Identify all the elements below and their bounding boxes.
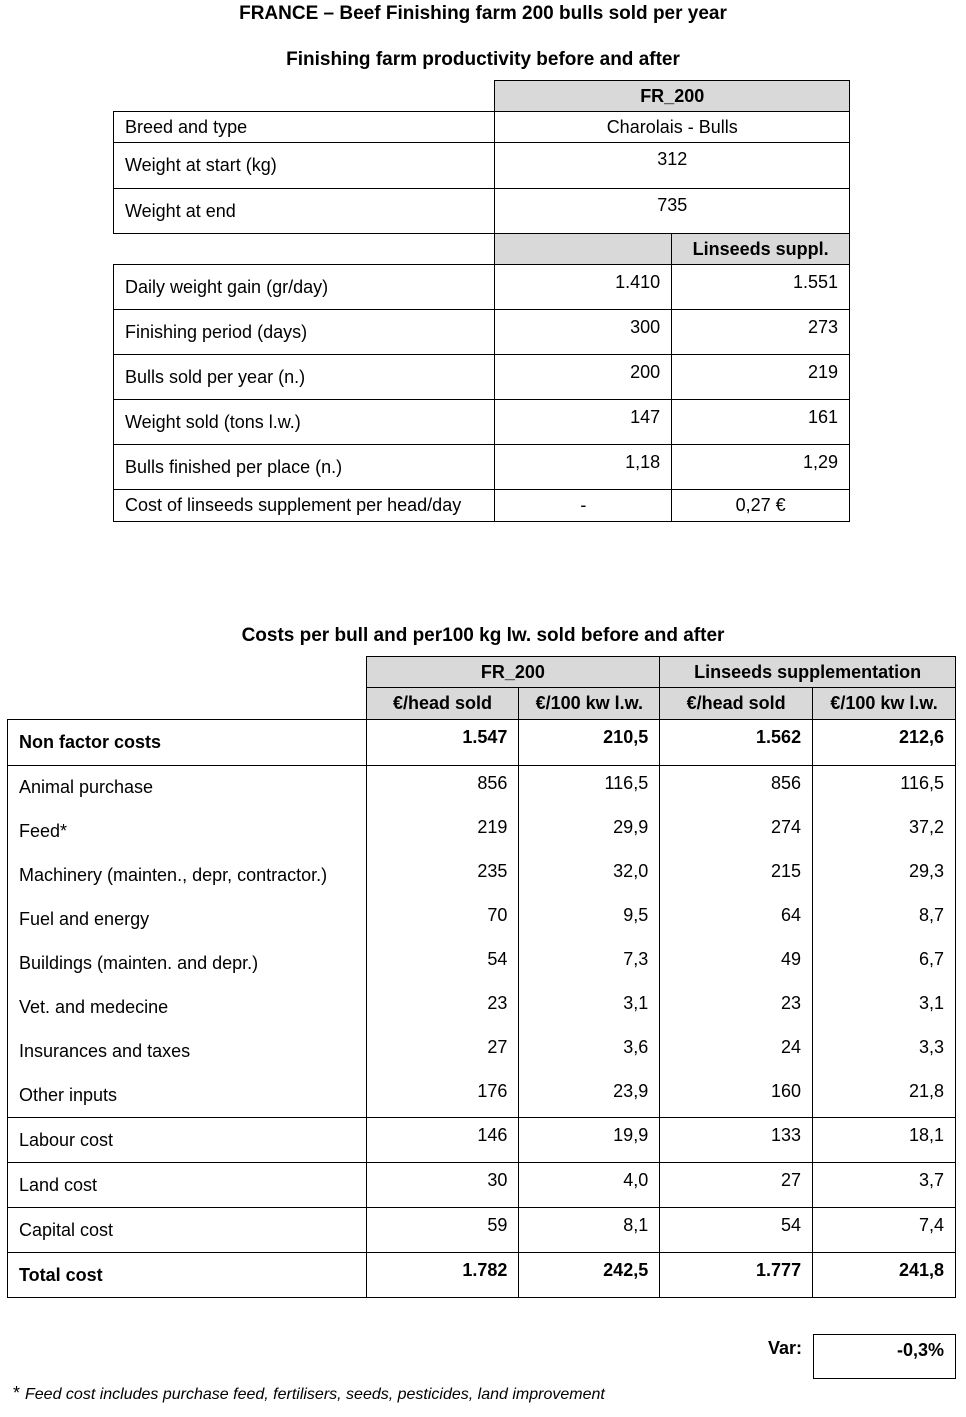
cost-cell: 49: [660, 942, 813, 986]
costs-table: [7, 656, 956, 1298]
sub-head-per-head: €/head sold: [366, 688, 519, 720]
prod-row-suppl: 219: [672, 355, 850, 400]
weight-end-value: 735: [495, 189, 850, 234]
cost-cell: 3,6: [519, 1030, 660, 1074]
prod-row-base: 1,18: [495, 445, 672, 490]
factor-cost-label: Capital cost: [8, 1208, 367, 1253]
prod-row-base: 300: [495, 310, 672, 355]
cost-cell: 242,5: [519, 1253, 660, 1298]
cost-cell: 7,4: [813, 1208, 956, 1253]
prod-row-suppl: 161: [672, 400, 850, 445]
cost-cell: 856: [660, 766, 813, 810]
prod-row-label: Bulls finished per place (n.): [114, 445, 495, 490]
cost-cell: 19,9: [519, 1118, 660, 1163]
prod-row-label: Finishing period (days): [114, 310, 495, 355]
productivity-heading: Finishing farm productivity before and after: [286, 49, 680, 70]
cost-cell: 1.562: [660, 720, 813, 766]
cost-cell: 176: [366, 1074, 519, 1118]
factor-cost-label: Land cost: [8, 1163, 367, 1208]
cost-cell: 23: [366, 986, 519, 1030]
fr200-header: FR_200: [495, 81, 850, 112]
cost-cell: 27: [660, 1163, 813, 1208]
nonfactor-label: Non factor costs: [8, 720, 367, 766]
cost-item-label: Fuel and energy: [8, 898, 367, 942]
cost-item-label: Buildings (mainten. and depr.): [8, 942, 367, 986]
cost-cell: 133: [660, 1118, 813, 1163]
prod-row-base: 200: [495, 355, 672, 400]
cost-item-label: Machinery (mainten., depr, contractor.): [8, 854, 367, 898]
group-linseeds-header: Linseeds supplementation: [660, 657, 956, 688]
cost-item-label: Vet. and medecine: [8, 986, 367, 1030]
cost-cell: 1.777: [660, 1253, 813, 1298]
cost-cell: 8,1: [519, 1208, 660, 1253]
cost-cell: 160: [660, 1074, 813, 1118]
prod-row-label: Daily weight gain (gr/day): [114, 265, 495, 310]
cost-cell: 856: [366, 766, 519, 810]
cost-cell: 116,5: [813, 766, 956, 810]
cost-cell: 235: [366, 854, 519, 898]
prod-row-label: Bulls sold per year (n.): [114, 355, 495, 400]
cost-cell: 54: [366, 942, 519, 986]
footnote-star: *: [13, 1383, 21, 1403]
productivity-table: [113, 80, 850, 522]
cost-item-label: Insurances and taxes: [8, 1030, 367, 1074]
var-value: -0,3%: [813, 1334, 956, 1379]
prod-row-base: -: [495, 490, 672, 522]
breed-value: Charolais - Bulls: [495, 112, 850, 143]
cost-cell: 8,7: [813, 898, 956, 942]
cost-item-label: Other inputs: [8, 1074, 367, 1118]
cost-cell: 1.782: [366, 1253, 519, 1298]
factor-cost-label: Labour cost: [8, 1118, 367, 1163]
cost-cell: 23,9: [519, 1074, 660, 1118]
sub-head-per-100kg: €/100 kw l.w.: [519, 688, 660, 720]
breed-label: Breed and type: [114, 112, 495, 143]
cost-cell: 215: [660, 854, 813, 898]
weight-end-label: Weight at end: [114, 189, 495, 234]
cost-cell: 3,1: [813, 986, 956, 1030]
prod-row-label: Weight sold (tons l.w.): [114, 400, 495, 445]
cost-cell: 3,1: [519, 986, 660, 1030]
cost-cell: 219: [366, 810, 519, 854]
total-cost-label: Total cost: [8, 1253, 367, 1298]
base-header-blank: [495, 234, 672, 265]
sub-head-per-100kg: €/100 kw l.w.: [813, 688, 956, 720]
cost-cell: 21,8: [813, 1074, 956, 1118]
cost-cell: 18,1: [813, 1118, 956, 1163]
cost-cell: 59: [366, 1208, 519, 1253]
cost-item-label: Feed*: [8, 810, 367, 854]
cost-cell: 6,7: [813, 942, 956, 986]
weight-start-label: Weight at start (kg): [114, 143, 495, 189]
prod-row-suppl: 0,27 €: [672, 490, 850, 522]
prod-row-label: Cost of linseeds supplement per head/day: [114, 490, 495, 522]
cost-cell: 29,3: [813, 854, 956, 898]
cost-cell: 241,8: [813, 1253, 956, 1298]
footnote: Feed cost includes purchase feed, fertilisers, seeds, pesticides, land improvement: [25, 1386, 605, 1403]
page-title: FRANCE – Beef Finishing farm 200 bulls sold per year: [239, 3, 727, 24]
cost-cell: 3,3: [813, 1030, 956, 1074]
costs-heading: Costs per bull and per100 kg lw. sold before and after: [241, 625, 725, 646]
prod-row-suppl: 273: [672, 310, 850, 355]
cost-cell: 24: [660, 1030, 813, 1074]
prod-row-suppl: 1,29: [672, 445, 850, 490]
prod-row-base: 1.410: [495, 265, 672, 310]
cost-cell: 4,0: [519, 1163, 660, 1208]
prod-row-suppl: 1.551: [672, 265, 850, 310]
cost-cell: 27: [366, 1030, 519, 1074]
cost-cell: 9,5: [519, 898, 660, 942]
cost-cell: 29,9: [519, 810, 660, 854]
cost-cell: 32,0: [519, 854, 660, 898]
cost-cell: 146: [366, 1118, 519, 1163]
cost-item-label: Animal purchase: [8, 766, 367, 810]
group-fr200-header: FR_200: [366, 657, 660, 688]
cost-cell: 3,7: [813, 1163, 956, 1208]
cost-cell: 210,5: [519, 720, 660, 766]
cost-cell: 1.547: [366, 720, 519, 766]
cost-cell: 37,2: [813, 810, 956, 854]
cost-cell: 23: [660, 986, 813, 1030]
cost-cell: 30: [366, 1163, 519, 1208]
weight-start-value: 312: [495, 143, 850, 189]
sub-head-per-head: €/head sold: [660, 688, 813, 720]
cost-cell: 212,6: [813, 720, 956, 766]
cost-cell: 116,5: [519, 766, 660, 810]
cost-cell: 54: [660, 1208, 813, 1253]
prod-row-base: 147: [495, 400, 672, 445]
cost-cell: 70: [366, 898, 519, 942]
var-label: Var:: [767, 1338, 802, 1358]
suppl-header: Linseeds suppl.: [672, 234, 850, 265]
cost-cell: 7,3: [519, 942, 660, 986]
cost-cell: 274: [660, 810, 813, 854]
cost-cell: 64: [660, 898, 813, 942]
